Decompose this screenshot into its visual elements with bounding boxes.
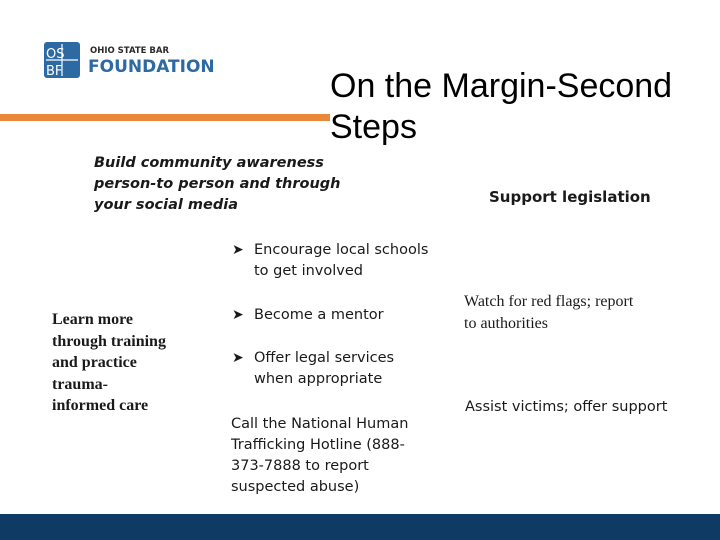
osbf-badge-icon xyxy=(44,40,244,80)
arrow-bullet-icon: ➤ xyxy=(232,242,244,258)
support-legislation-text: Support legislation xyxy=(489,188,651,206)
arrow-bullet-icon: ➤ xyxy=(232,307,244,323)
arrow-bullet-icon: ➤ xyxy=(232,350,244,366)
hotline-text: Call the National Human Trafficking Hotline (888-373-7888 to report suspected abuse) xyxy=(231,416,409,495)
badge-bottom-text: BF xyxy=(46,64,63,79)
build-awareness-text: Build community awareness person-to person and through your social media xyxy=(94,155,341,213)
bullet-item xyxy=(232,305,432,326)
logo-line1: OHIO STATE BAR xyxy=(90,46,170,56)
watch-flags-text: Watch for red flags; report to authorities xyxy=(464,293,634,332)
assist-victims-text: Assist victims; offer support xyxy=(465,399,668,415)
footer-bar xyxy=(0,514,720,540)
logo-line2: FOUNDATION xyxy=(88,57,215,77)
bullet-text: Encourage local schools to get involved xyxy=(254,242,429,279)
bullet-text: Offer legal services when appropriate xyxy=(254,350,395,387)
badge-top-text: OS xyxy=(46,47,65,62)
osbf-logo xyxy=(44,40,244,80)
bullet-text: Become a mentor xyxy=(254,307,384,323)
learn-more-text: Learn more through training and practice trauma-informed care xyxy=(52,311,166,414)
page-title: On the Margin-Second Steps xyxy=(330,66,720,148)
bullet-item xyxy=(232,240,442,282)
bullet-item xyxy=(232,348,407,390)
